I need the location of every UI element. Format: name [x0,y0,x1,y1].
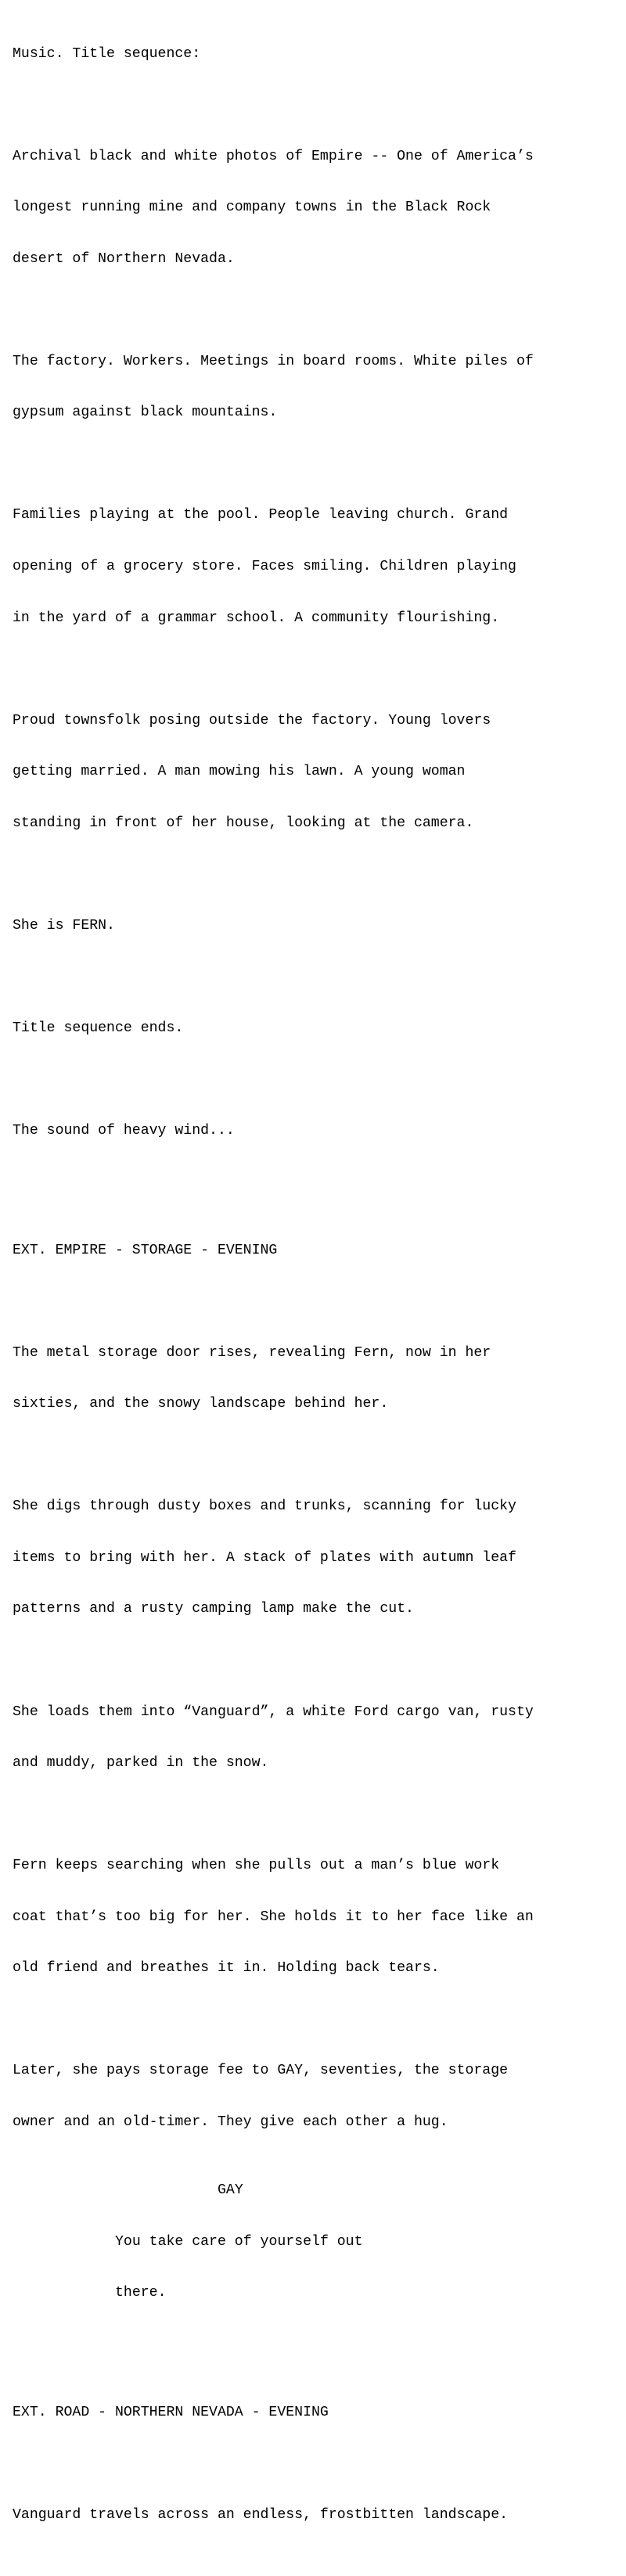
action-paragraph [13,1823,623,2011]
screenplay-page [13,12,623,2576]
action-line: She loads them into “Vanguard”, a white Ford cargo van, rusty [13,1704,534,1720]
action-line: longest running mine and company towns in the Black Rock [13,200,491,216]
action-line: old friend and breathes it in. Holding back tears. [13,1960,440,1977]
action-line: Vanguard travels across an endless, frostbitten landscape. [13,2507,509,2524]
dialogue-line: there. [115,2285,167,2301]
action-paragraph [13,678,623,866]
action-line: Music. Title sequence: [13,45,201,62]
scene-heading [13,1208,623,1293]
action-line: She digs through dusty boxes and trunks, scanning for lucky [13,1498,516,1515]
spacer [13,1191,623,1208]
dialogue-line: You take care of yourself out [115,2233,363,2250]
action-line: and muddy, parked in the snow. [13,1755,269,1772]
action-paragraph [13,473,623,661]
action-paragraph [13,319,623,456]
action-line: The sound of heavy wind... [13,1122,235,1139]
action-line: coat that’s too big for her. She holds it to her face like an [13,1909,534,1925]
scene-heading-text: EXT. EMPIRE - STORAGE - EVENING [13,1242,278,1258]
action-line: desert of Northern Nevada. [13,250,235,267]
action-line: owner and an old-timer. They give each other a hug. [13,2114,448,2130]
action-line: standing in front of her house, looking at the camera. [13,815,474,831]
action-line: patterns and a rusty camping lamp make the cut. [13,1601,414,1617]
action-paragraph [13,2029,623,2166]
action-line: in the yard of a grammar school. A community flourishing. [13,610,500,626]
scene-heading [13,2370,623,2455]
action-line: sixties, and the snowy landscape behind her. [13,1396,389,1412]
action-line: The factory. Workers. Meetings in board rooms. White piles of [13,353,534,369]
action-line: The metal storage door rises, revealing Fern, now in her [13,1344,491,1361]
scene-heading-text: EXT. ROAD - NORTHERN NEVADA - EVENING [13,2405,329,2421]
action-paragraph [13,1088,623,1174]
action-line: items to bring with her. A stack of plates with autumn leaf [13,1549,516,1566]
action-paragraph [13,1311,623,1448]
action-line: gypsum against black mountains. [13,405,278,421]
action-paragraph [13,986,623,1071]
action-line: Families playing at the pool. People leaving church. Grand [13,507,509,523]
action-line: Archival black and white photos of Empire -- One of America’s [13,148,534,164]
action-line: Proud townsfolk posing outside the factory. Young lovers [13,712,491,729]
action-line: opening of a grocery store. Faces smiling. Children playing [13,559,516,574]
action-paragraph [13,1465,623,1653]
character-name: GAY [218,2182,243,2199]
action-paragraph [13,2473,623,2559]
spacer [13,2354,623,2371]
action-paragraph [13,12,623,97]
dialogue [13,2200,623,2337]
action-line: Title sequence ends. [13,1020,184,1036]
action-line: Fern keeps searching when she pulls out a man’s blue work [13,1858,500,1874]
action-paragraph [13,1670,623,1807]
action-line: getting married. A man mowing his lawn. A young woman [13,764,466,780]
action-line: Later, she pays storage fee to GAY, seventies, the storage [13,2063,509,2079]
action-line: She is FERN. [13,917,115,934]
action-paragraph [13,114,623,302]
action-paragraph [13,883,623,969]
